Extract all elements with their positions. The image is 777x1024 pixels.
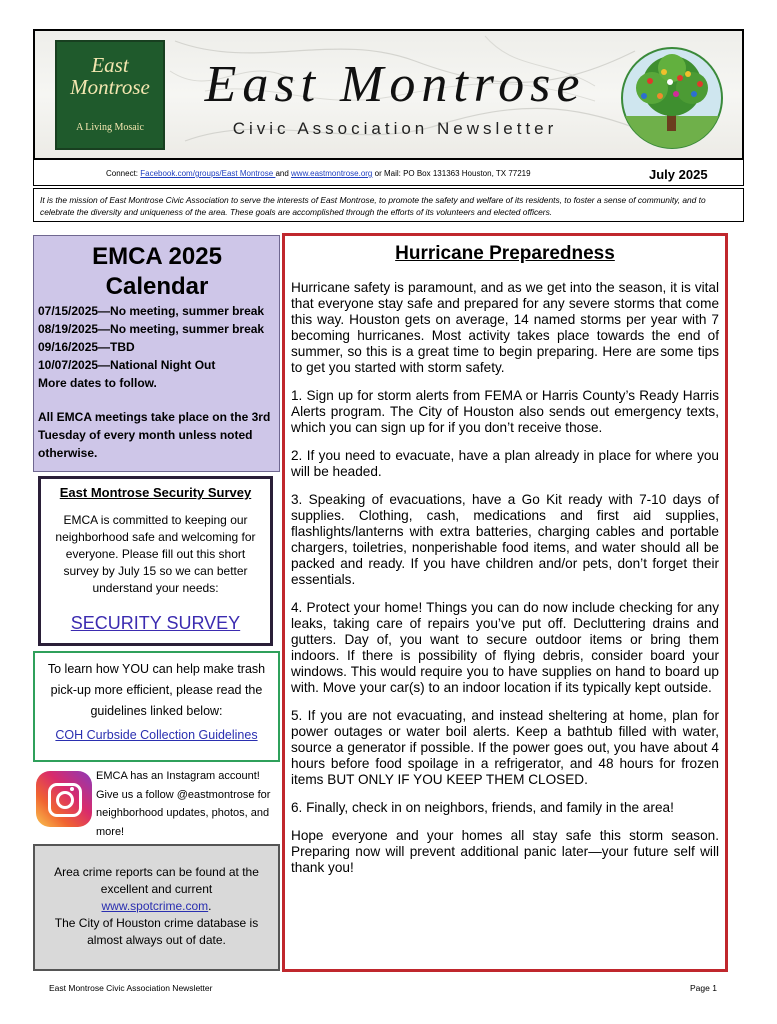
calendar-title — [38, 242, 276, 302]
instagram-text: EMCA has an Instagram account! Give us a follow @eastmontrose for neighborhood updates, photos, and more! — [96, 770, 271, 838]
facebook-link[interactable]: Facebook.com/groups/East Montrose — [140, 169, 276, 178]
calendar-note: All EMCA meetings take place on the 3rd Tuesday of every month unless noted otherwise. — [38, 410, 271, 460]
logo-line1: East — [91, 53, 129, 77]
masthead — [33, 29, 744, 160]
calendar-title-line2: Calendar — [105, 273, 209, 300]
article-paragraph: 3. Speaking of evacuations, have a Go Kit ready with 7-10 days of supplies. Clothing, cash, medications and first aid supplies, flashlights/lanterns with extra batteries, charging cables and portable chargers, toiletries, nonperishable food items, and water should all be packed and ready. If you have children and/or pets, don’t forget their essentials. — [291, 492, 719, 587]
logo-line2: Montrose — [70, 75, 150, 99]
issue-date: July 2025 — [649, 167, 708, 182]
calendar-item: 08/19/2025—No meeting, summer break — [38, 322, 265, 336]
spotcrime-link[interactable]: www.spotcrime.com — [101, 899, 209, 913]
article-paragraph: 2. If you need to evacuate, have a plan already in place for where you will be headed. — [291, 448, 719, 479]
connect-prefix: Connect: — [106, 169, 141, 178]
page-number: Page 1 — [690, 983, 717, 993]
footer-newsletter-name: East Montrose Civic Association Newsletter — [49, 983, 213, 993]
curbside-guidelines-link[interactable]: COH Curbside Collection Guidelines — [55, 728, 258, 742]
calendar-title-line1: EMCA 2025 — [92, 243, 222, 270]
article-paragraph: Hope everyone and your homes all stay safe this storm season. Preparing now will prevent additional panic later—your future self will thank you! — [291, 828, 719, 875]
instagram-icon — [36, 771, 92, 827]
calendar-item: 10/07/2025—National Night Out — [38, 358, 216, 372]
mosaic-tree-icon — [620, 46, 724, 150]
survey-body: EMCA is committed to keeping our neighborhood safe and welcoming for everyone. Please fill out this short survey by July 15 so we can better understand your needs: — [55, 513, 256, 595]
security-survey-box — [38, 476, 273, 646]
mail-address: or Mail: PO Box 131363 Houston, TX 77219 — [372, 169, 531, 178]
website-link[interactable]: www.eastmontrose.org — [291, 169, 373, 178]
security-survey-link[interactable]: SECURITY SURVEY — [70, 613, 241, 633]
crime-period: . — [208, 899, 212, 913]
article-paragraph: 6. Finally, check in on neighbors, friends, and family in the area! — [291, 800, 674, 815]
calendar-box — [33, 235, 280, 472]
calendar-item: 07/15/2025—No meeting, summer break — [38, 304, 265, 318]
article-paragraph: Hurricane safety is paramount, and as we get into the season, it is vital that everyone stay safe and prepared for any severe storms that come this way. Houston gets on average, 14 named storms per year with 7 becoming hurricanes. Most activity takes place towards the end of summer, so this is a great time to begin preparing. Here are some tips to get you started with storm safety. — [291, 280, 719, 375]
mission-statement: It is the mission of East Montrose Civic Association to serve the interests of East Montrose, to promote the safety and welfare of its residents, to foster a sense of community, and to celebrate the diversity and uniqueness of the area. These goals are accomplished through the efforts of its volunteers and elected officers. — [33, 188, 744, 222]
article-paragraph: 5. If you are not evacuating, and instead sheltering at home, plan for power outages or water boil alerts. Keep a bathtub filled with water, source a generator if possible. If the power goes out, you have about 4 hours before food spoilage in a refrigerator, and 48 hours for frozen items BUT ONLY IF YOU KEEP THEM CLOSED. — [291, 708, 719, 787]
article-title: Hurricane Preparedness — [395, 243, 615, 264]
logo-tagline: A Living Mosaic — [76, 122, 144, 133]
trash-body: To learn how YOU can help make trash pick-up more efficient, please read the guidelines linked below: — [47, 662, 266, 718]
trash-guidelines-box — [33, 651, 280, 762]
east-montrose-logo — [55, 40, 165, 150]
article-paragraph: 4. Protect your home! Things you can do now include checking for any leaks, taking care of repairs you’ve put off. Decluttering drains and gutters. Day of, you want to secure outdoor items or bring them indoors. If there is possibility of flying debris, consider board your windows. This would require you to have supplies on hand to board up with. Move your car(s) to an indoor location if its typically kept outside. — [291, 600, 719, 695]
newsletter-subtitle: Civic Association Newsletter — [232, 119, 558, 138]
crime-reports-box — [33, 844, 280, 971]
connect-and: and — [275, 169, 292, 178]
calendar-item: More dates to follow. — [38, 376, 157, 390]
newsletter-title: East Montrose — [204, 56, 586, 113]
crime-line2: The City of Houston crime database is almost always out of date. — [54, 916, 259, 947]
connect-bar — [33, 160, 744, 186]
article-paragraph: 1. Sign up for storm alerts from FEMA or Harris County’s Ready Harris Alerts program. The City of Houston also sends out emergency texts, which you can sign up for if you don’t receive those. — [291, 388, 719, 435]
crime-line1: Area crime reports can be found at the excellent and current — [54, 865, 259, 896]
survey-title: East Montrose Security Survey — [59, 485, 252, 500]
hurricane-article — [282, 233, 728, 972]
connect-text — [106, 169, 531, 178]
calendar-item: 09/16/2025—TBD — [38, 340, 135, 354]
